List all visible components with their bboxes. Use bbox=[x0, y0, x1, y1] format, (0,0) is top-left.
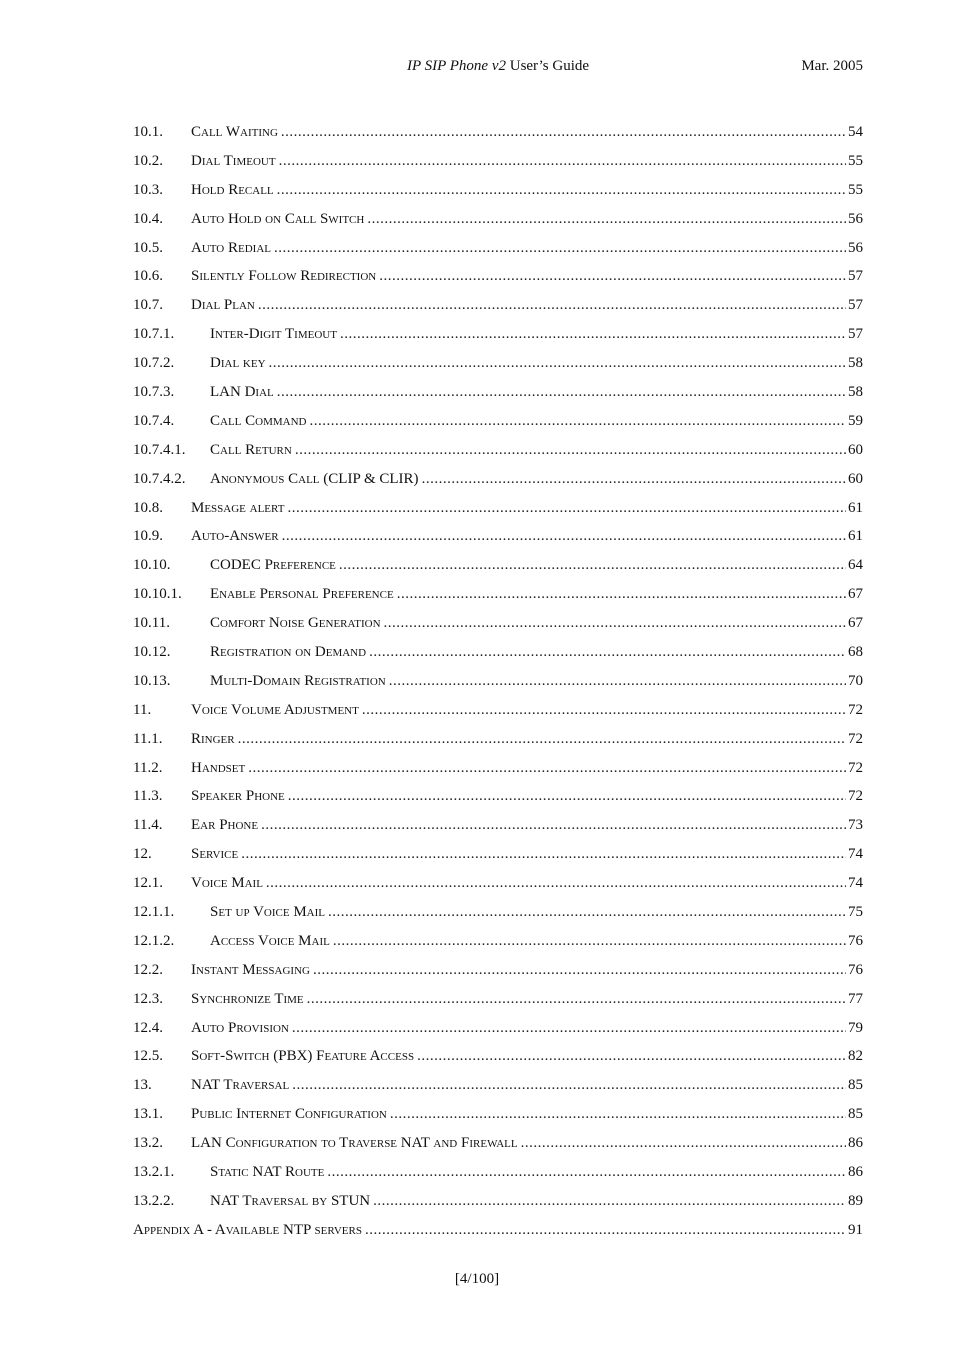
toc-entry[interactable] bbox=[133, 349, 863, 378]
toc-dot-leader bbox=[367, 211, 846, 228]
toc-entry-page: 55 bbox=[848, 181, 863, 198]
toc-entry-number: 13.2.2. bbox=[133, 1192, 175, 1209]
toc-entry-page: 79 bbox=[848, 1019, 863, 1036]
toc-entry-page: 68 bbox=[848, 643, 863, 660]
toc-entry-number: 12.1.1. bbox=[133, 903, 175, 920]
toc-dot-leader bbox=[277, 384, 846, 401]
toc-entry-title: Appendix A - Available NTP servers bbox=[133, 1221, 362, 1238]
toc-entry[interactable] bbox=[133, 956, 863, 985]
toc-entry[interactable] bbox=[133, 1100, 863, 1129]
toc-entry-number: 10.3. bbox=[133, 181, 163, 198]
toc-entry[interactable] bbox=[133, 985, 863, 1014]
document-title bbox=[133, 58, 863, 75]
toc-entry-title: Access Voice Mail bbox=[210, 932, 330, 949]
toc-entry-title: Speaker Phone bbox=[191, 788, 285, 805]
toc-dot-leader bbox=[282, 528, 846, 545]
toc-entry-page: 64 bbox=[848, 557, 863, 574]
toc-entry-title: Enable Personal Preference bbox=[210, 586, 394, 603]
toc-entry[interactable] bbox=[133, 1043, 863, 1072]
toc-dot-leader bbox=[258, 297, 846, 314]
toc-entry-page: 61 bbox=[848, 499, 863, 516]
toc-entry-number: 10.12. bbox=[133, 643, 171, 660]
toc-entry-title: Static NAT Route bbox=[210, 1164, 325, 1180]
toc-entry-title: Auto Provision bbox=[191, 1019, 289, 1036]
toc-dot-leader bbox=[365, 1222, 846, 1239]
document-title-suffix: User’s Guide bbox=[505, 58, 590, 74]
toc-entry-page: 59 bbox=[848, 412, 863, 429]
toc-entry-title: Hold Recall bbox=[191, 181, 274, 198]
toc-dot-leader bbox=[328, 904, 846, 921]
toc-entry-number: 10.7.4. bbox=[133, 412, 175, 429]
toc-entry-title: Inter-Digit Timeout bbox=[210, 326, 337, 343]
toc-entry-number: 12.1.2. bbox=[133, 932, 175, 949]
toc-entry-title: Multi-Domain Registration bbox=[210, 672, 386, 689]
toc-entry-number: 13.2. bbox=[133, 1135, 163, 1152]
toc-entry-title: Service bbox=[191, 846, 239, 863]
toc-entry-number: 12. bbox=[133, 846, 152, 863]
toc-entry-title: Message alert bbox=[191, 499, 285, 516]
toc-entry-page: 77 bbox=[848, 990, 863, 1007]
toc-dot-leader bbox=[384, 615, 846, 632]
toc-entry-page: 72 bbox=[848, 788, 863, 805]
toc-entry-title: Ringer bbox=[191, 730, 235, 747]
toc-entry-number: 11. bbox=[133, 701, 152, 718]
toc-dot-leader bbox=[397, 586, 846, 603]
toc-entry-title: Soft-Switch (PBX) Feature Access bbox=[191, 1048, 415, 1065]
toc-entry-title: Dial Timeout bbox=[191, 152, 276, 169]
toc-entry[interactable] bbox=[133, 869, 863, 898]
toc-entry-number: 10.7.4.1. bbox=[133, 441, 186, 458]
toc-entry-title: Comfort Noise Generation bbox=[210, 615, 381, 632]
toc-dot-leader bbox=[292, 1077, 846, 1094]
toc-entry[interactable] bbox=[133, 522, 863, 551]
toc-entry[interactable] bbox=[133, 465, 863, 494]
toc-dot-leader bbox=[521, 1135, 846, 1152]
toc-entry-number: 10.4. bbox=[133, 210, 163, 227]
toc-dot-leader bbox=[369, 644, 846, 661]
toc-entry-page: 56 bbox=[848, 210, 863, 227]
toc-entry[interactable] bbox=[133, 494, 863, 523]
toc-entry-number: 11.3. bbox=[133, 788, 163, 805]
toc-dot-leader bbox=[261, 817, 846, 834]
toc-entry-title: Call Command bbox=[210, 412, 307, 429]
toc-entry-title: Dial Plan bbox=[191, 297, 255, 314]
toc-dot-leader bbox=[362, 702, 846, 719]
toc-entry-page: 67 bbox=[848, 615, 863, 632]
toc-entry-page: 57 bbox=[848, 326, 863, 343]
toc-entry-number: 10.13. bbox=[133, 672, 171, 689]
toc-dot-leader bbox=[339, 557, 846, 574]
toc-dot-leader bbox=[373, 1193, 846, 1210]
toc-entry-title: Voice Mail bbox=[191, 875, 263, 892]
toc-entry-page: 76 bbox=[848, 961, 863, 978]
toc-entry[interactable] bbox=[133, 927, 863, 956]
toc-dot-leader bbox=[333, 933, 846, 950]
document-title-product: IP SIP Phone v2 bbox=[406, 58, 506, 74]
toc-dot-leader bbox=[422, 471, 846, 488]
toc-entry-title: LAN Dial bbox=[210, 383, 274, 400]
toc-entry-page: 58 bbox=[848, 355, 863, 372]
toc-entry-page: 55 bbox=[848, 152, 863, 169]
toc-entry-title: Auto Hold on Call Switch bbox=[191, 210, 365, 227]
toc-entry-number: 10.6. bbox=[133, 268, 163, 285]
toc-entry[interactable] bbox=[133, 1158, 863, 1187]
toc-entry-page: 67 bbox=[848, 586, 863, 603]
toc-entry[interactable] bbox=[133, 118, 863, 147]
toc-entry-page: 60 bbox=[848, 441, 863, 458]
toc-entry-title: Ear Phone bbox=[191, 817, 259, 834]
toc-entry-title: CODEC Preference bbox=[210, 557, 336, 574]
toc-entry[interactable] bbox=[133, 436, 863, 465]
toc-entry-title: Registration on Demand bbox=[210, 643, 367, 660]
toc-dot-leader bbox=[340, 326, 846, 343]
toc-entry-number: 11.4. bbox=[133, 817, 163, 834]
toc-dot-leader bbox=[389, 673, 846, 690]
toc-entry-number: 10.7.1. bbox=[133, 326, 175, 343]
toc-entry[interactable] bbox=[133, 811, 863, 840]
toc-entry-number: 12.3. bbox=[133, 990, 163, 1007]
toc-entry-number: 12.4. bbox=[133, 1019, 163, 1036]
toc-dot-leader bbox=[238, 731, 846, 748]
toc-entry[interactable] bbox=[133, 696, 863, 725]
toc-entry-title: Handset bbox=[191, 759, 246, 776]
toc-entry-page: 76 bbox=[848, 932, 863, 949]
toc-entry-page: 56 bbox=[848, 239, 863, 256]
toc-entry-number: 12.1. bbox=[133, 875, 163, 892]
table-of-contents bbox=[133, 118, 863, 1245]
toc-entry-page: 82 bbox=[848, 1048, 863, 1065]
toc-entry-title: Synchronize Time bbox=[191, 990, 304, 1007]
toc-dot-leader bbox=[327, 1164, 846, 1181]
toc-entry[interactable] bbox=[133, 840, 863, 869]
toc-entry-page: 85 bbox=[848, 1077, 863, 1094]
toc-entry-page: 73 bbox=[848, 817, 863, 834]
toc-entry-title: Anonymous Call (CLIP & CLIR) bbox=[210, 470, 419, 487]
toc-entry-number: 10.7.3. bbox=[133, 383, 175, 400]
toc-entry-number: 10.10.1. bbox=[133, 586, 182, 603]
toc-entry-title: LAN Configuration to Traverse NAT and Firewall bbox=[191, 1135, 518, 1152]
toc-entry-page: 74 bbox=[848, 875, 863, 892]
toc-entry-page: 72 bbox=[848, 759, 863, 776]
toc-entry[interactable] bbox=[133, 898, 863, 927]
toc-entry[interactable] bbox=[133, 176, 863, 205]
toc-dot-leader bbox=[277, 182, 846, 199]
toc-entry-title: Instant Messaging bbox=[191, 961, 310, 978]
toc-entry-page: 60 bbox=[848, 470, 863, 487]
document-date: Mar. 2005 bbox=[801, 58, 863, 74]
toc-entry-number: 10.10. bbox=[133, 557, 171, 574]
toc-entry-page: 70 bbox=[848, 672, 863, 689]
toc-entry-number: 12.5. bbox=[133, 1048, 163, 1065]
toc-dot-leader bbox=[281, 124, 846, 141]
toc-entry[interactable] bbox=[133, 1014, 863, 1043]
toc-entry[interactable] bbox=[133, 147, 863, 176]
toc-entry-number: 13.1. bbox=[133, 1106, 163, 1123]
toc-dot-leader bbox=[288, 788, 846, 805]
toc-entry[interactable] bbox=[133, 320, 863, 349]
toc-entry[interactable] bbox=[133, 667, 863, 696]
toc-entry-title: Call Waiting bbox=[191, 123, 278, 140]
toc-entry-title: Call Return bbox=[210, 441, 292, 458]
toc-entry-page: 57 bbox=[848, 268, 863, 285]
toc-entry-number: 10.7. bbox=[133, 297, 163, 314]
toc-entry[interactable] bbox=[133, 291, 863, 320]
toc-dot-leader bbox=[390, 1106, 846, 1123]
toc-entry-title: Auto Redial bbox=[191, 239, 271, 256]
toc-entry[interactable] bbox=[133, 262, 863, 291]
toc-dot-leader bbox=[248, 760, 846, 777]
toc-entry-page: 91 bbox=[848, 1221, 863, 1238]
toc-entry-title: Auto-Answer bbox=[191, 528, 279, 545]
toc-entry[interactable] bbox=[133, 1216, 863, 1245]
toc-dot-leader bbox=[313, 962, 846, 979]
toc-entry-page: 58 bbox=[848, 383, 863, 400]
toc-entry-number: 11.1. bbox=[133, 730, 163, 747]
toc-dot-leader bbox=[287, 500, 846, 517]
toc-entry-page: 85 bbox=[848, 1106, 863, 1123]
toc-entry[interactable] bbox=[133, 782, 863, 811]
toc-entry-page: 72 bbox=[848, 730, 863, 747]
toc-entry[interactable] bbox=[133, 638, 863, 667]
toc-dot-leader bbox=[417, 1048, 846, 1065]
toc-dot-leader bbox=[307, 991, 846, 1008]
toc-entry-page: 86 bbox=[848, 1135, 863, 1152]
toc-entry[interactable] bbox=[133, 234, 863, 263]
toc-entry-number: 12.2. bbox=[133, 961, 163, 978]
toc-dot-leader bbox=[279, 153, 846, 170]
toc-dot-leader bbox=[269, 355, 846, 372]
toc-entry-number: 10.8. bbox=[133, 499, 163, 516]
page-number: [4/100] bbox=[454, 1271, 500, 1287]
toc-entry-page: 72 bbox=[848, 701, 863, 718]
toc-entry-page: 61 bbox=[848, 528, 863, 545]
toc-dot-leader bbox=[266, 875, 846, 892]
toc-entry-number: 10.7.2. bbox=[133, 355, 175, 372]
toc-entry-number: 10.2. bbox=[133, 152, 163, 169]
toc-entry-number: 13.2.1. bbox=[133, 1164, 175, 1180]
toc-entry-number: 11.2. bbox=[133, 759, 163, 776]
toc-dot-leader bbox=[295, 442, 846, 459]
toc-entry-title: NAT Traversal bbox=[191, 1077, 290, 1094]
toc-entry-title: Public Internet Configuration bbox=[191, 1106, 387, 1123]
toc-entry-title: Set up Voice Mail bbox=[210, 903, 325, 920]
toc-entry-title: Silently Follow Redirection bbox=[191, 268, 377, 285]
toc-entry-number: 10.1. bbox=[133, 123, 163, 140]
toc-entry[interactable] bbox=[133, 205, 863, 234]
toc-dot-leader bbox=[292, 1020, 846, 1037]
toc-entry-page: 74 bbox=[848, 846, 863, 863]
toc-entry[interactable] bbox=[133, 551, 863, 580]
toc-entry-page: 86 bbox=[848, 1164, 863, 1180]
toc-entry-number: 10.11. bbox=[133, 615, 170, 632]
toc-entry[interactable] bbox=[133, 1129, 863, 1158]
toc-entry-page: 57 bbox=[848, 297, 863, 314]
toc-entry-number: 13. bbox=[133, 1077, 152, 1094]
toc-entry-title: Dial key bbox=[210, 355, 266, 372]
toc-dot-leader bbox=[241, 846, 846, 863]
toc-entry-number: 10.7.4.2. bbox=[133, 470, 186, 487]
toc-entry[interactable] bbox=[133, 609, 863, 638]
toc-entry-page: 89 bbox=[848, 1192, 863, 1209]
toc-entry-number: 10.5. bbox=[133, 239, 163, 256]
page-header bbox=[133, 58, 863, 78]
toc-entry[interactable] bbox=[133, 580, 863, 609]
toc-entry[interactable] bbox=[133, 378, 863, 407]
toc-entry-number: 10.9. bbox=[133, 528, 163, 545]
toc-dot-leader bbox=[379, 268, 846, 285]
toc-entry[interactable] bbox=[133, 725, 863, 754]
toc-dot-leader bbox=[274, 240, 846, 257]
toc-entry[interactable] bbox=[133, 407, 863, 436]
toc-entry-page: 75 bbox=[848, 903, 863, 920]
toc-entry[interactable] bbox=[133, 1187, 863, 1216]
toc-dot-leader bbox=[309, 413, 846, 430]
toc-entry[interactable] bbox=[133, 754, 863, 783]
toc-entry[interactable] bbox=[133, 1071, 863, 1100]
toc-entry-title: NAT Traversal by STUN bbox=[210, 1192, 371, 1209]
toc-entry-page: 54 bbox=[848, 123, 863, 140]
toc-entry-title: Voice Volume Adjustment bbox=[191, 701, 359, 718]
